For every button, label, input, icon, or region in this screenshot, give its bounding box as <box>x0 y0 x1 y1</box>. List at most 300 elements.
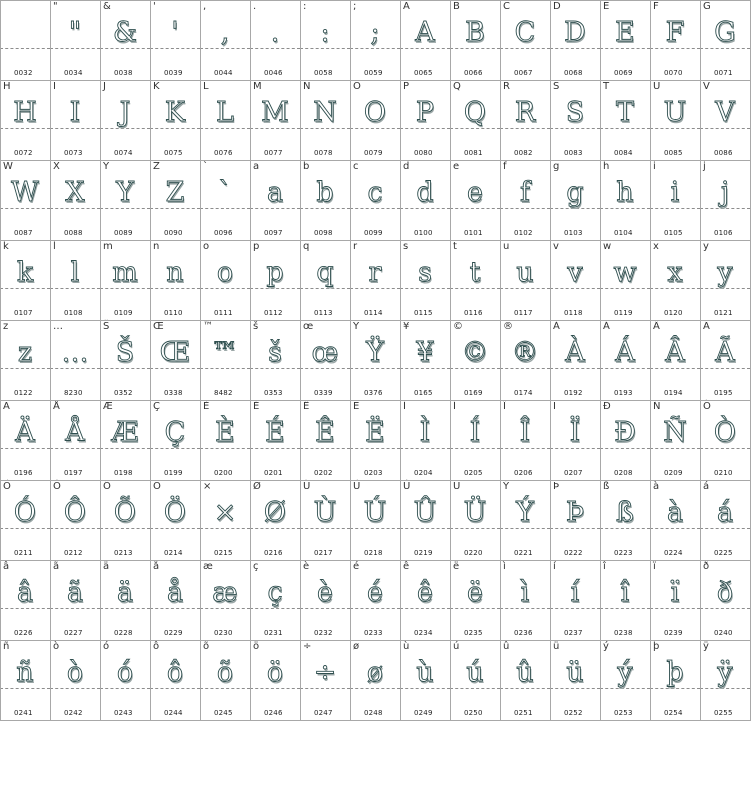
glyph-cell <box>450 80 500 160</box>
glyph-label: É <box>253 401 260 412</box>
glyph-sample: y <box>717 257 733 288</box>
glyph-label: O <box>353 81 361 92</box>
glyph-sample: ï <box>670 577 680 608</box>
glyph-sample: ó <box>116 657 134 688</box>
glyph-code: 0196 <box>14 469 33 477</box>
glyph-cell <box>200 400 250 480</box>
glyph-cell <box>0 0 50 80</box>
glyph-code: 0246 <box>264 709 283 717</box>
glyph-sample: × <box>213 497 237 528</box>
glyph-cell <box>200 480 250 560</box>
glyph-label: å <box>153 561 160 572</box>
glyph-code: 0110 <box>164 309 183 317</box>
glyph-code: 0111 <box>214 309 233 317</box>
glyph-label: ú <box>453 641 460 652</box>
glyph-cell <box>500 80 550 160</box>
glyph-label: M <box>253 81 262 92</box>
glyph-sample: Œ <box>159 337 191 368</box>
glyph-sample: õ <box>216 657 234 688</box>
glyph-label: q <box>303 241 310 252</box>
glyph-label: G <box>703 1 711 12</box>
glyph-sample: V <box>715 97 735 128</box>
glyph-code: 0206 <box>514 469 533 477</box>
glyph-code: 0228 <box>114 629 133 637</box>
glyph-cell <box>0 640 50 720</box>
glyph-cell <box>400 560 450 640</box>
glyph-label: ñ <box>3 641 10 652</box>
glyph-sample: ô <box>166 657 184 688</box>
glyph-label: e <box>453 161 460 172</box>
glyph-cell <box>600 480 650 560</box>
glyph-sample: Z <box>165 177 185 208</box>
glyph-code: 0084 <box>614 149 633 157</box>
glyph-code: 0199 <box>164 469 183 477</box>
glyph-cell <box>150 0 200 80</box>
glyph-code: 0120 <box>664 309 683 317</box>
glyph-label: ð <box>703 561 710 572</box>
grid-row-line <box>0 0 751 1</box>
glyph-cell <box>150 160 200 240</box>
glyph-label: r <box>353 241 358 252</box>
glyph-cell <box>250 0 300 80</box>
glyph-code: 0222 <box>564 549 583 557</box>
glyph-code: 0233 <box>364 629 383 637</box>
glyph-sample: X <box>65 177 85 208</box>
glyph-label: D <box>553 1 561 12</box>
glyph-sample: z <box>17 337 33 368</box>
glyph-label: š <box>253 321 259 332</box>
glyph-cell <box>600 80 650 160</box>
glyph-sample: P <box>415 97 435 128</box>
glyph-label: X <box>53 161 60 172</box>
grid-column-line <box>450 0 451 720</box>
glyph-label: í <box>553 561 556 572</box>
glyph-cell <box>350 640 400 720</box>
glyph-sample: à <box>666 497 684 528</box>
glyph-code: 0232 <box>314 629 333 637</box>
glyph-label: x <box>653 241 659 252</box>
grid-row-line <box>0 720 751 721</box>
glyph-label: õ <box>203 641 210 652</box>
glyph-code: 0069 <box>614 69 633 77</box>
glyph-code: 0235 <box>464 629 483 637</box>
glyph-code: 0099 <box>364 229 383 237</box>
glyph-cell <box>500 0 550 80</box>
glyph-cell <box>700 320 750 400</box>
glyph-sample: ™ <box>211 337 239 368</box>
glyph-cell <box>50 0 100 80</box>
glyph-code: 0230 <box>214 629 233 637</box>
glyph-cell <box>200 160 250 240</box>
glyph-code: 0098 <box>314 229 333 237</box>
glyph-sample: I <box>69 97 81 128</box>
glyph-code: 0220 <box>464 549 483 557</box>
glyph-label: b <box>303 161 310 172</box>
glyph-code: 0242 <box>64 709 83 717</box>
glyph-sample: ë <box>467 577 483 608</box>
glyph-cell <box>350 320 400 400</box>
glyph-label: Ä <box>3 401 10 412</box>
glyph-sample: G <box>714 17 736 48</box>
glyph-label: , <box>203 1 207 12</box>
glyph-cell <box>300 160 350 240</box>
glyph-code: 0215 <box>214 549 233 557</box>
glyph-label: Ì <box>403 401 406 412</box>
glyph-label: f <box>503 161 507 172</box>
glyph-code: 0353 <box>264 389 283 397</box>
glyph-sample: ® <box>511 337 539 368</box>
glyph-label: V <box>703 81 710 92</box>
glyph-label: w <box>603 241 612 252</box>
glyph-sample: q <box>316 257 334 288</box>
glyph-label: é <box>353 561 360 572</box>
glyph-cell <box>600 0 650 80</box>
glyph-code: 0194 <box>664 389 683 397</box>
glyph-cell <box>700 400 750 480</box>
glyph-code: 0119 <box>614 309 633 317</box>
glyph-code: 0097 <box>264 229 283 237</box>
glyph-cell <box>550 80 600 160</box>
glyph-sample: Q <box>463 97 487 128</box>
glyph-label: B <box>453 1 460 12</box>
glyph-cell <box>650 240 700 320</box>
glyph-sample: Õ <box>113 497 137 528</box>
glyph-sample: n <box>166 257 184 288</box>
glyph-code: 0072 <box>14 149 33 157</box>
glyph-sample: Ã <box>715 337 735 368</box>
glyph-cell <box>600 640 650 720</box>
glyph-code: 0210 <box>714 469 733 477</box>
grid-column-line <box>100 0 101 720</box>
glyph-label: N <box>303 81 311 92</box>
glyph-code: 0202 <box>314 469 333 477</box>
glyph-code: 0252 <box>564 709 583 717</box>
glyph-sample: ä <box>116 577 134 608</box>
glyph-label: p <box>253 241 260 252</box>
glyph-sample: É <box>265 417 285 448</box>
glyph-cell <box>350 80 400 160</box>
glyph-code: 0218 <box>364 549 383 557</box>
glyph-sample: š <box>268 337 282 368</box>
glyph-code: 0197 <box>64 469 83 477</box>
glyph-code: 0236 <box>514 629 533 637</box>
glyph-cell <box>450 160 500 240</box>
glyph-label: Y <box>103 161 110 172</box>
glyph-code: 0081 <box>464 149 483 157</box>
glyph-label: H <box>3 81 11 92</box>
glyph-label: ' <box>153 1 156 12</box>
glyph-sample: ÷ <box>313 657 337 688</box>
glyph-cell <box>500 160 550 240</box>
glyph-label: Õ <box>103 481 111 492</box>
glyph-sample: Ø <box>263 497 287 528</box>
glyph-code: 0106 <box>714 229 733 237</box>
glyph-code: 0044 <box>214 69 233 77</box>
glyph-label: u <box>503 241 510 252</box>
glyph-sample: Ñ <box>663 417 687 448</box>
glyph-cell <box>700 480 750 560</box>
glyph-label: n <box>153 241 160 252</box>
glyph-sample: " <box>68 17 82 48</box>
glyph-cell <box>550 160 600 240</box>
glyph-label: v <box>553 241 559 252</box>
glyph-label: Q <box>453 81 461 92</box>
glyph-sample: Û <box>413 497 437 528</box>
glyph-code: 0209 <box>664 469 683 477</box>
glyph-cell <box>700 640 750 720</box>
glyph-cell <box>350 400 400 480</box>
glyph-sample: E <box>615 17 635 48</box>
glyph-code: 0046 <box>264 69 283 77</box>
glyph-sample: ü <box>566 657 584 688</box>
glyph-sample: c <box>367 177 383 208</box>
glyph-cell <box>300 240 350 320</box>
glyph-label: L <box>203 81 209 92</box>
glyph-label: ü <box>553 641 560 652</box>
glyph-code: 0089 <box>114 229 133 237</box>
glyph-sample: M <box>261 97 289 128</box>
glyph-sample: & <box>112 17 138 48</box>
glyph-sample: . <box>270 17 280 48</box>
glyph-label: Ü <box>453 481 461 492</box>
glyph-label: ä <box>103 561 110 572</box>
glyph-sample: t <box>469 257 481 288</box>
glyph-sample: è <box>317 577 333 608</box>
glyph-code: 0216 <box>264 549 283 557</box>
glyph-code: 0104 <box>614 229 633 237</box>
glyph-code: 0219 <box>414 549 433 557</box>
glyph-sample: Ü <box>463 497 487 528</box>
glyph-label: S <box>553 81 560 92</box>
grid-row-line <box>0 80 751 81</box>
glyph-cell <box>100 640 150 720</box>
glyph-cell <box>650 160 700 240</box>
glyph-code: 0039 <box>164 69 183 77</box>
glyph-label: Â <box>653 321 660 332</box>
glyph-label: æ <box>203 561 213 572</box>
grid-column-line <box>400 0 401 720</box>
glyph-code: 8482 <box>214 389 233 397</box>
glyph-cell <box>550 560 600 640</box>
grid-column-line <box>550 0 551 720</box>
glyph-label: Ù <box>303 481 311 492</box>
glyph-cell <box>250 80 300 160</box>
glyph-sample: j <box>720 177 730 208</box>
glyph-code: 0221 <box>514 549 533 557</box>
glyph-cell <box>650 320 700 400</box>
glyph-code: 0200 <box>214 469 233 477</box>
glyph-label: d <box>403 161 410 172</box>
glyph-cell <box>550 400 600 480</box>
glyph-sample: : <box>320 17 330 48</box>
glyph-cell <box>300 560 350 640</box>
glyph-label: Ê <box>303 401 310 412</box>
glyph-cell <box>200 640 250 720</box>
glyph-sample: U <box>663 97 687 128</box>
glyph-label: Æ <box>103 401 113 412</box>
glyph-label: Ë <box>353 401 360 412</box>
glyph-sample: a <box>266 177 284 208</box>
glyph-label: ê <box>403 561 410 572</box>
glyph-code: 0211 <box>14 549 33 557</box>
glyph-sample: ñ <box>16 657 34 688</box>
glyph-code: 0100 <box>414 229 433 237</box>
glyph-code: 0071 <box>714 69 733 77</box>
glyph-code: 0038 <box>114 69 133 77</box>
glyph-code: 0204 <box>414 469 433 477</box>
glyph-cell <box>300 640 350 720</box>
glyph-code: 0114 <box>364 309 383 317</box>
glyph-label: Ú <box>353 481 361 492</box>
glyph-sample: À <box>565 337 585 368</box>
glyph-sample: ç <box>267 577 283 608</box>
glyph-label: ù <box>403 641 410 652</box>
glyph-label: û <box>503 641 510 652</box>
glyph-code: 0192 <box>564 389 583 397</box>
glyph-sample: Ç <box>164 417 186 448</box>
glyph-sample: á <box>716 497 734 528</box>
glyph-label: ® <box>503 321 513 332</box>
glyph-code: 0073 <box>64 149 83 157</box>
glyph-code: 0255 <box>714 709 733 717</box>
glyph-cell <box>350 0 400 80</box>
glyph-label: ý <box>603 641 609 652</box>
glyph-cell <box>100 480 150 560</box>
glyph-cell <box>150 480 200 560</box>
glyph-label: þ <box>653 641 660 652</box>
glyph-label: R <box>503 81 510 92</box>
glyph-code: 0198 <box>114 469 133 477</box>
glyph-code: 0169 <box>464 389 483 397</box>
glyph-cell <box>550 320 600 400</box>
glyph-cell <box>650 400 700 480</box>
glyph-code: 0352 <box>114 389 133 397</box>
glyph-label: ¥ <box>403 321 410 332</box>
grid-column-line <box>500 0 501 720</box>
glyph-sample: Ï <box>569 417 581 448</box>
glyph-sample: ú <box>466 657 484 688</box>
glyph-sample: ý <box>617 657 633 688</box>
grid-row-line <box>0 480 751 481</box>
glyph-cell <box>200 80 250 160</box>
glyph-cell <box>0 480 50 560</box>
grid-column-line <box>600 0 601 720</box>
glyph-sample: g <box>566 177 584 208</box>
glyph-code: 0032 <box>14 69 33 77</box>
glyph-cell <box>650 560 700 640</box>
grid-column-line <box>50 0 51 720</box>
glyph-sample: Ÿ <box>366 337 384 368</box>
glyph-sample: K <box>164 97 186 128</box>
glyph-cell <box>400 640 450 720</box>
glyph-label: â <box>3 561 10 572</box>
glyph-cell <box>100 160 150 240</box>
glyph-code: 0165 <box>414 389 433 397</box>
glyph-cell <box>600 160 650 240</box>
glyph-sample: R <box>514 97 536 128</box>
glyph-cell <box>300 0 350 80</box>
glyph-cell <box>600 400 650 480</box>
glyph-label: t <box>453 241 457 252</box>
glyph-label: Š <box>103 321 110 332</box>
glyph-label: K <box>153 81 160 92</box>
glyph-code: 0108 <box>64 309 83 317</box>
glyph-label: ó <box>103 641 110 652</box>
glyph-cell <box>0 320 50 400</box>
glyph-label: œ <box>303 321 314 332</box>
glyph-label: y <box>703 241 709 252</box>
glyph-cell <box>100 320 150 400</box>
glyph-code: 0080 <box>414 149 433 157</box>
grid-row-line <box>0 320 751 321</box>
glyph-sample: Ì <box>419 417 431 448</box>
glyph-label: i <box>653 161 656 172</box>
glyph-label: Þ <box>553 481 560 492</box>
glyph-label: ô <box>153 641 160 652</box>
glyph-cell <box>250 640 300 720</box>
glyph-code: 0250 <box>464 709 483 717</box>
glyph-label: Å <box>53 401 60 412</box>
glyph-label: Ò <box>703 401 711 412</box>
glyph-cell <box>50 400 100 480</box>
grid-column-line <box>650 0 651 720</box>
glyph-cell <box>50 160 100 240</box>
glyph-sample: ê <box>417 577 433 608</box>
glyph-code: 0234 <box>414 629 433 637</box>
glyph-sample: ; <box>370 17 380 48</box>
glyph-cell <box>250 320 300 400</box>
glyph-code: 0213 <box>114 549 133 557</box>
glyph-code: 0231 <box>264 629 283 637</box>
glyph-code: 0121 <box>714 309 733 317</box>
glyph-label: ÿ <box>703 641 709 652</box>
glyph-sample: Æ <box>111 417 139 448</box>
glyph-code: 0223 <box>614 549 633 557</box>
glyph-sample: í <box>570 577 580 608</box>
glyph-sample: î <box>620 577 630 608</box>
glyph-cell <box>100 560 150 640</box>
glyph-cell <box>0 80 50 160</box>
glyph-label: Î <box>503 401 506 412</box>
glyph-cell <box>200 0 250 80</box>
glyph-code: 0253 <box>614 709 633 717</box>
glyph-sample: ò <box>66 657 84 688</box>
grid-column-line <box>200 0 201 720</box>
glyph-code: 0117 <box>514 309 533 317</box>
glyph-cell <box>700 80 750 160</box>
glyph-cell <box>450 240 500 320</box>
glyph-label: Ç <box>153 401 160 412</box>
glyph-code: 0217 <box>314 549 333 557</box>
glyph-cell <box>200 240 250 320</box>
glyph-cell <box>50 640 100 720</box>
glyph-label: ß <box>603 481 610 492</box>
glyph-label: C <box>503 1 510 12</box>
glyph-cell <box>500 560 550 640</box>
glyph-code: 0078 <box>314 149 333 157</box>
glyph-sample: æ <box>212 577 238 608</box>
glyph-code: 0087 <box>14 229 33 237</box>
glyph-label: î <box>603 561 606 572</box>
glyph-cell <box>400 480 450 560</box>
glyph-cell <box>100 0 150 80</box>
glyph-cell <box>150 240 200 320</box>
glyph-code: 0096 <box>214 229 233 237</box>
glyph-label: ç <box>253 561 259 572</box>
glyph-label: ö <box>253 641 260 652</box>
glyph-label: ì <box>503 561 506 572</box>
grid-column-line <box>350 0 351 720</box>
